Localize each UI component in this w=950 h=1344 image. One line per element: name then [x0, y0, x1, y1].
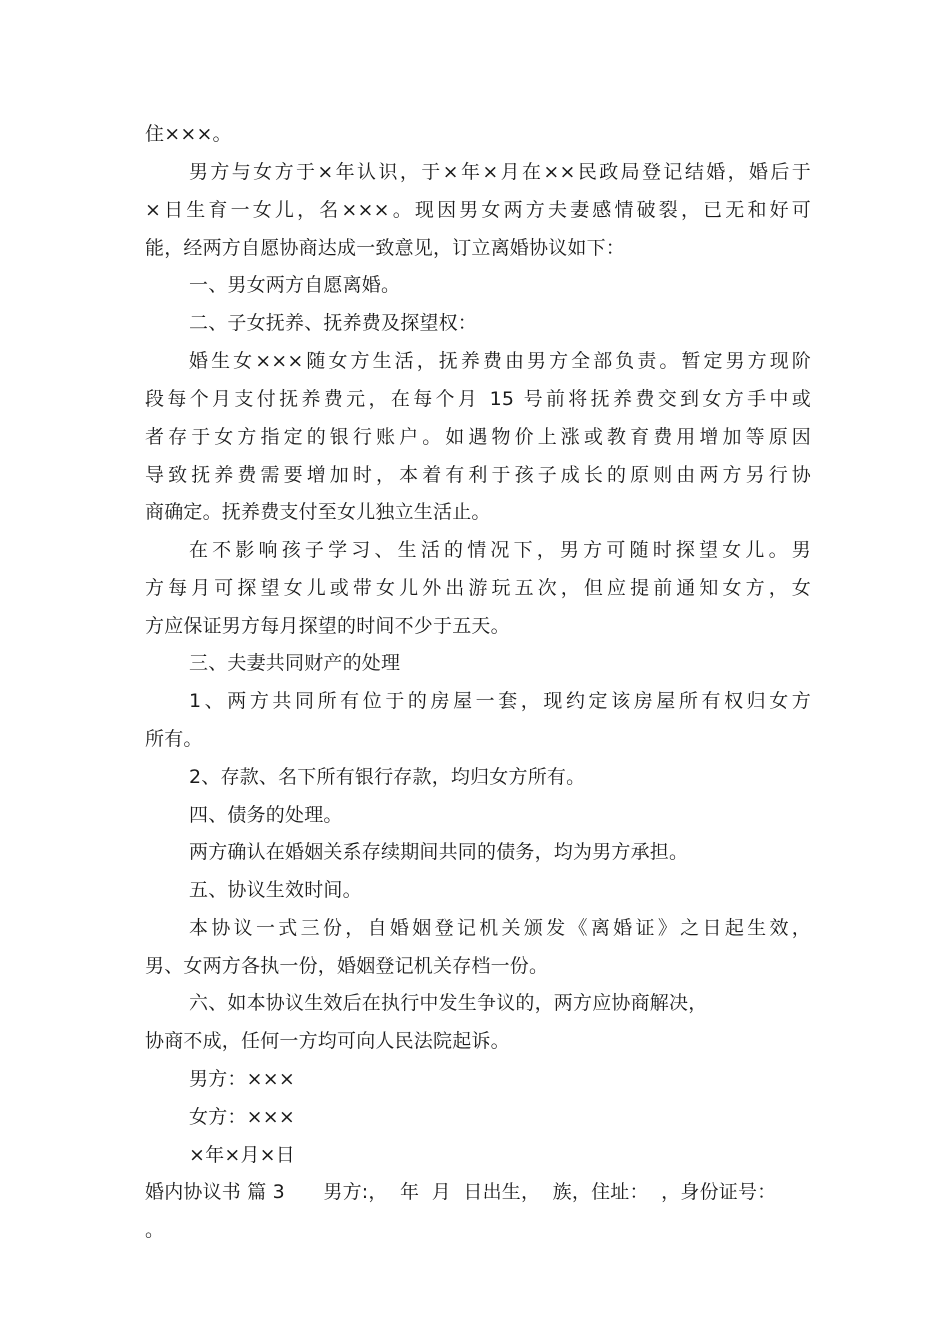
- section-heading: 四、债务的处理。: [189, 804, 343, 826]
- body-line: 方应保证男方每月探望的时间不少于五天。: [145, 615, 510, 637]
- section-heading: 二、子女抚养、抚养费及探望权：: [189, 312, 478, 334]
- body-line: 段每个月支付抚养费元，在每个月 15 号前将抚养费交到女方手中或: [145, 388, 811, 410]
- signature-line-male: 男方：×××: [189, 1068, 295, 1090]
- body-line: 婚生女×××随女方生活，抚养费由男方全部负责。暂定男方现阶: [189, 350, 811, 372]
- body-line: 。: [145, 1219, 165, 1241]
- body-line: 者存于女方指定的银行账户。如遇物价上涨或教育费用增加等原因: [145, 426, 811, 448]
- body-line: 男、女两方各执一份，婚姻登记机关存档一份。: [145, 955, 549, 977]
- section-heading: 六、如本协议生效后在执行中发生争议的，两方应协商解决，: [189, 992, 708, 1014]
- signature-line-female: 女方：×××: [189, 1106, 295, 1128]
- body-line: ×日生育一女儿，名×××。现因男女两方夫妻感情破裂，已无和好可: [145, 199, 811, 221]
- section-heading: 五、协议生效时间。: [189, 879, 362, 901]
- next-section-title: 婚内协议书 篇 3 男方:， 年 月 日出生， 族，住址： ，身份证号：: [145, 1181, 777, 1203]
- body-line: 男方与女方于×年认识，于×年×月在××民政局登记结婚，婚后于: [189, 161, 811, 183]
- body-line: 所有。: [145, 728, 203, 750]
- body-line: 2、存款、名下所有银行存款，均归女方所有。: [189, 766, 586, 788]
- date-line: ×年×月×日: [189, 1144, 295, 1166]
- body-line: 协商不成，任何一方均可向人民法院起诉。: [145, 1030, 510, 1052]
- body-line: 住×××。: [145, 123, 232, 145]
- body-line: 方每月可探望女儿或带女儿外出游玩五次，但应提前通知女方，女: [145, 577, 811, 599]
- body-line: 能，经两方自愿协商达成一致意见，订立离婚协议如下：: [145, 237, 626, 259]
- body-line: 导致抚养费需要增加时，本着有利于孩子成长的原则由两方另行协: [145, 464, 811, 486]
- section-heading: 一、男女两方自愿离婚。: [189, 274, 401, 296]
- body-line: 两方确认在婚姻关系存续期间共同的债务，均为男方承担。: [189, 841, 689, 863]
- body-line: 1、两方共同所有位于的房屋一套，现约定该房屋所有权归女方: [189, 690, 811, 712]
- body-line: 在不影响孩子学习、生活的情况下，男方可随时探望女儿。男: [189, 539, 811, 561]
- body-line: 本协议一式三份，自婚姻登记机关颁发《离婚证》之日起生效，: [189, 917, 811, 939]
- section-heading: 三、夫妻共同财产的处理: [189, 652, 401, 674]
- body-line: 商确定。抚养费支付至女儿独立生活止。: [145, 501, 491, 523]
